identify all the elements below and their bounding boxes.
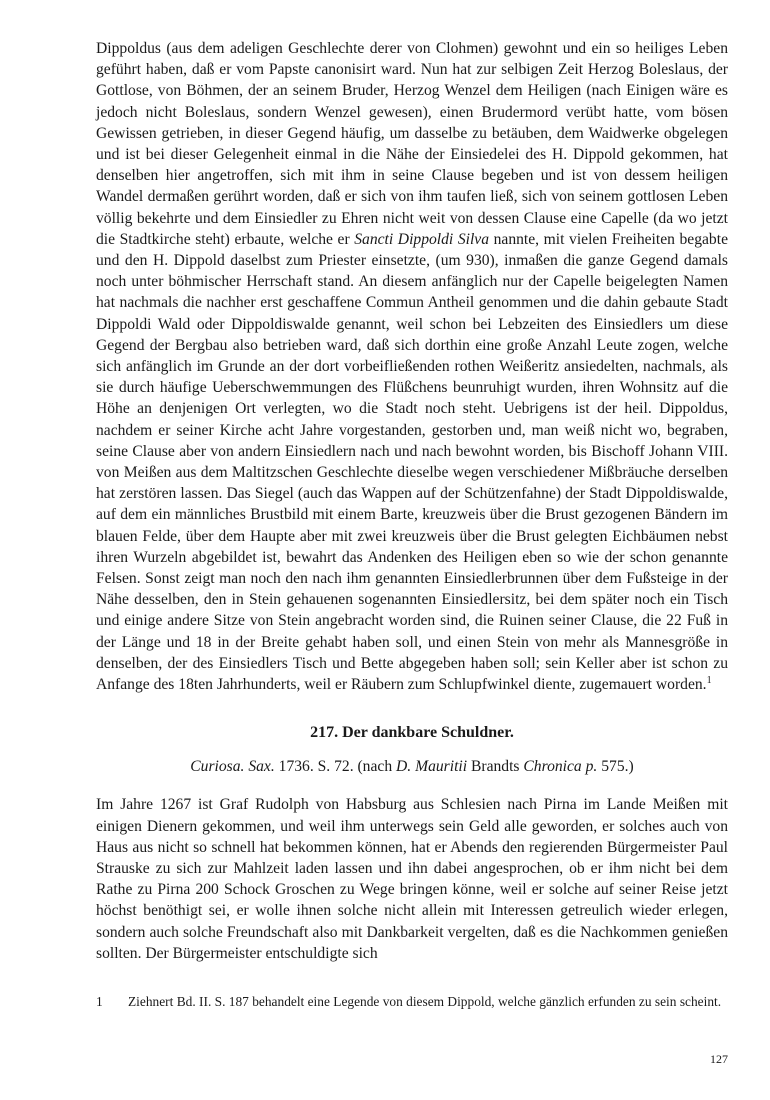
page-number: 127 <box>710 1052 728 1066</box>
source-text: Brandts <box>467 758 524 776</box>
footnote-text: Ziehnert Bd. II. S. 187 behandelt eine Legende von diesem Dippold, welche gänzlich erfunden zu sein scheint. <box>128 994 722 1009</box>
source-author: D. Mauritii <box>396 758 468 776</box>
latin-name: Sancti Dippoldi Silva <box>354 230 490 248</box>
source-text: 575.) <box>597 758 634 776</box>
paragraph-text: nannte, mit vielen Freiheiten begabte und den H. Dippold daselbst zum Priester einsetzte, (um 930), inmaßen die ganze Gegend damals noch unter böhmischer Herrschaft stand. An diesem anfänglich nur der Capelle beigelegten Namen hat nachmals die nachher erst geschaffene Commun Antheil genommen und die dahin gebaute Stadt Dippoldi Wald oder Dippoldiswalde genannt, weil schon bei Lebzeiten des Einsiedlers um diese Gegend der Bergbau also betrieben ward, daß sich dorthin eine große Anzahl Leute zogen, welche sich anfänglich im Grunde an der dort vorbeifließenden rothen Weißeritz ansiedelten, nachmals, als sie durch häufige Ueberschwemmungen des Flüßchens beunruhigt wurden, ihren Wohnsitz auf die Höhe an denjenigen Ort verlegten, wo die Stadt noch steht. Uebrigens ist der heil. Dippoldus, nachdem er seiner Kirche acht Jahre vorgestanden, gestorben und, man weiß nicht wo, begraben, seine Clause aber von andern Einsiedlern nach und nach bewohnt worden, bis Bischoff Johann VIII. von Meißen aus dem Maltitzschen Geschlechte dieselbe wegen verschiedener Mißbräuche derselben hat zerstören lassen. Das Siegel (auch das Wappen auf der Schützenfahne) der Stadt Dippoldiswalde, auf dem ein männliches Brustbild mit einem Barte, kreuzweis über die Brust gezogenen Bändern im blauen Felde, über dem Haupte aber mit zwei kreuzweis über die Brust gelegten Eichbäumen nebst ihren Wurzeln abgebildet ist, bewahrt das Andenken des Heiligen eben so wie der schon genannte Felsen. Sonst zeigt man noch den nach ihm genannten Einsiedlerbrunnen über dem Fußsteige in der Nähe desselben, den in Stein gehauenen sogenannten Einsiedlersitz, bei dem später noch ein Tisch und einige andere Sitze von Stein angebracht worden sind, die Ruinen seiner Clause, die 22 Fuß in der Länge und 18 in der Breite gehabt haben soll, und einen Stein von mehr als Mannesgröße in denselben, der des Einsiedlers Tisch und Bette abgegeben haben soll; sein Keller aber ist schon zu Anfange des 18ten Jahrhunderts, weil er Räubern zum Schlupfwinkel diente, zugemauert worden. <box>96 230 728 694</box>
source-work: Chronica p. <box>523 758 598 776</box>
section-heading: 217. Der dankbare Schuldner. <box>310 724 514 742</box>
paragraph-dippoldus <box>96 38 728 695</box>
source-title: Curiosa. Sax. <box>190 758 275 776</box>
source-citation <box>96 756 728 777</box>
page-body <box>96 38 728 964</box>
footnote-number: 1 <box>96 994 103 1009</box>
footnote-reference[interactable]: 1 <box>706 674 712 686</box>
footnote <box>96 993 728 1012</box>
paragraph-schuldner: Im Jahre 1267 ist Graf Rudolph von Habsburg aus Schlesien nach Pirna im Lande Meißen mit einigen Dienern gekommen, und weil ihm unterwegs sein Geld alle geworden, er solches auch von Haus aus nicht so schnell hat bekommen können, hat er Abends den regierenden Bürgermeister Paul Strauske zu sich zur Mahlzeit laden lassen und ihn dabei angesprochen, ob er ihm nicht bei dem Rathe zu Pirna 200 Schock Groschen zu Wege bringen könne, weil er solche auf seiner Reise jetzt höchst benöthigt sei, er wolle ihnen solche nicht allein mit Interessen getreulich wieder erlegen, sondern auch solche Freundschaft also mit Dankbarkeit vergelten, daß es die Nachkommen genießen sollten. Der Bürgermeister entschuldigte sich <box>96 796 728 962</box>
source-text: 1736. S. 72. (nach <box>274 758 397 776</box>
paragraph-text: Dippoldus (aus dem adeligen Geschlechte derer von Clohmen) gewohnt und ein so heiliges Leben geführt haben, daß er vom Papste canonisirt ward. Nun hat zur selbigen Zeit Herzog Boleslaus, der Gottlose, von Böhmen, der an seinem Bruder, Herzog Wenzel dem Heiligen (nach Einigen wäre es jedoch nicht Boleslaus, sondern Wenzel gewesen), einen Brudermord verübt hatte, vom bösen Gewissen getrieben, in dieser Gegend häufig, um dasselbe zu betäuben, dem Waidwerke obgelegen und ist bei dieser Gelegenheit einmal in die Nähe der Einsiedelei des H. Dippold gekommen, hat denselben hier angetroffen, sich mit ihm in seine Clause begeben und ist von dessem heiligen Wandel dermaßen gerührt worden, daß er sich von ihm taufen ließ, sich von seinem gottlosen Leben völlig bekehrte und dem Einsiedler zu Ehren nicht weit von dessen Clause eine Capelle (da wo jetzt die Stadtkirche steht) erbaute, welche er <box>96 40 728 248</box>
